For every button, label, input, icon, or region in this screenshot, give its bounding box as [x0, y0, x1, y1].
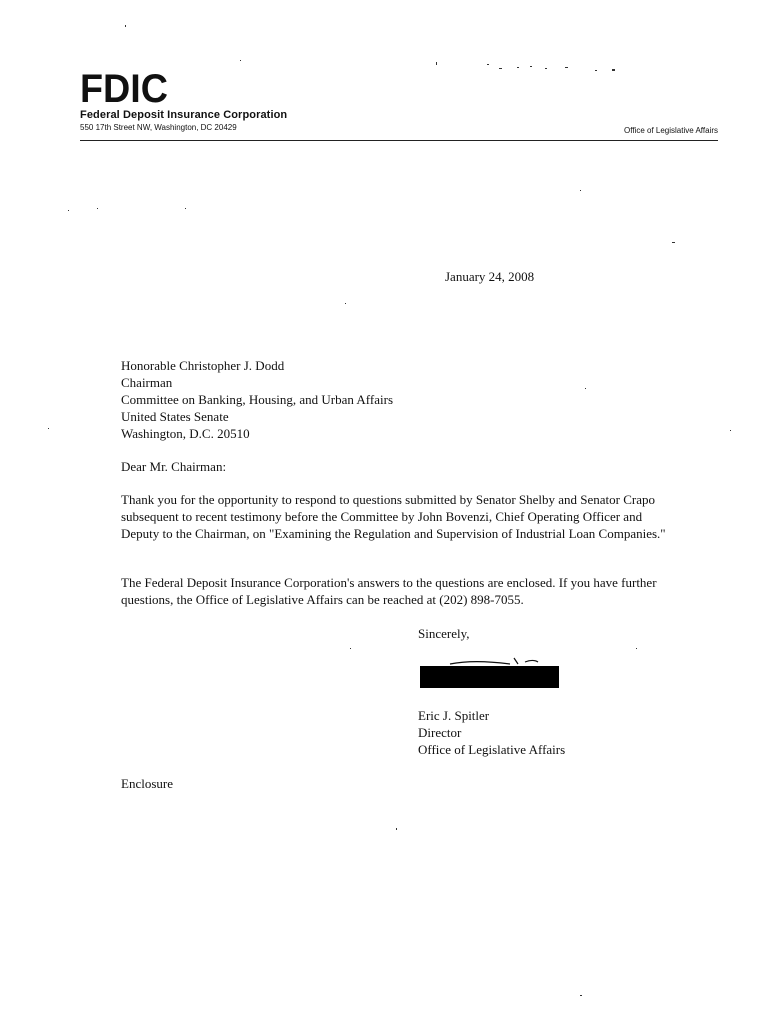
body-paragraph-2: The Federal Deposit Insurance Corporation's answers to the questions are enclosed. If you have further questions, the Office of Legislative Affairs can be reached at (202) 898-7055. [121, 575, 657, 607]
signer-office: Office of Legislative Affairs [418, 742, 566, 757]
letter-date: January 24, 2008 [445, 269, 535, 284]
fdic-logo-text: FDIC [80, 68, 168, 106]
header-rule [80, 140, 718, 141]
org-address: 550 17th Street NW, Washington, DC 20429 [80, 123, 237, 132]
signer-name: Eric J. Spitler [418, 708, 490, 723]
office-header: Office of Legislative Affairs [624, 126, 718, 135]
signer-block [418, 707, 565, 758]
salutation: Dear Mr. Chairman: [121, 459, 227, 474]
signer-title: Director [418, 725, 462, 740]
fdic-logo [80, 68, 170, 106]
recipient-body: United States Senate [121, 409, 229, 424]
recipient-committee: Committee on Banking, Housing, and Urban Affairs [121, 392, 394, 407]
recipient-name: Honorable Christopher J. Dodd [121, 358, 285, 373]
enclosure-note: Enclosure [121, 776, 173, 791]
recipient-block [121, 357, 393, 442]
org-name: Federal Deposit Insurance Corporation [80, 109, 288, 121]
body-paragraph-1: Thank you for the opportunity to respond to questions submitted by Senator Shelby and Senator Crapo subsequent to recent testimony before the Committee by John Bovenzi, Chief Operating Officer and Deputy to the Chairman, on "Examining the Regulation and Supervision of Industrial Loan Companies." [121, 492, 666, 541]
signature-redaction [420, 666, 559, 688]
closing: Sincerely, [418, 626, 470, 641]
recipient-city: Washington, D.C. 20510 [121, 426, 250, 441]
recipient-title: Chairman [121, 375, 173, 390]
